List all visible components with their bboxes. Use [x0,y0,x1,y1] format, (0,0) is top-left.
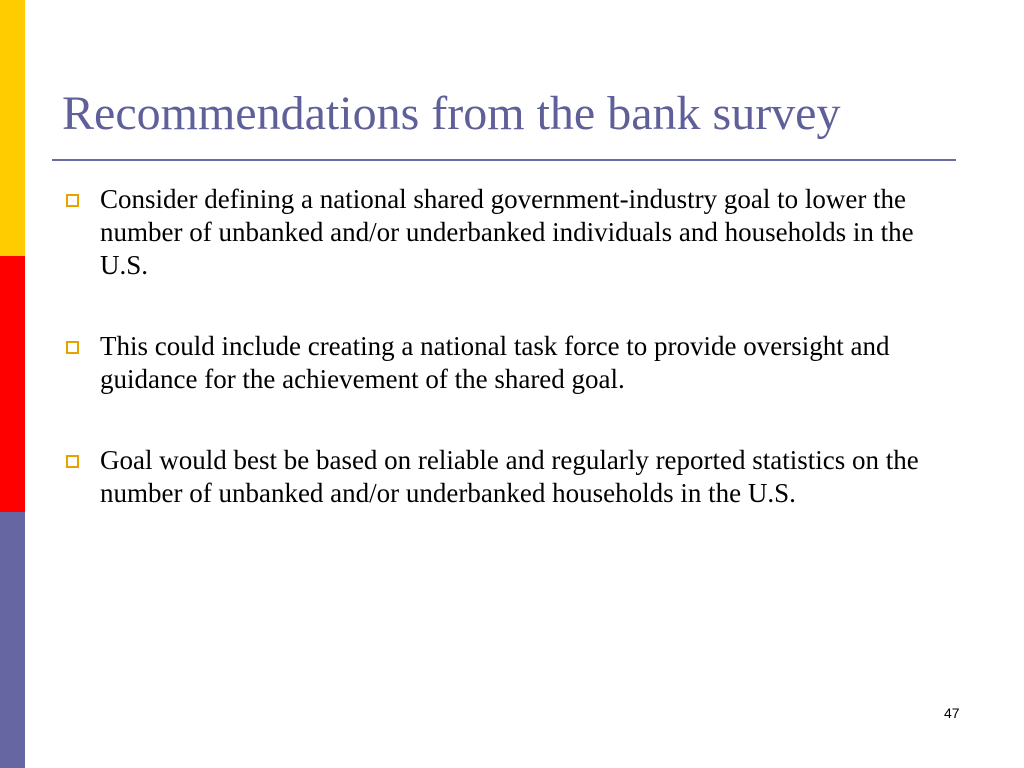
square-bullet-icon [66,455,79,468]
square-bullet-icon [66,194,79,207]
slide-title: Recommendations from the bank survey [62,87,841,140]
bullet-text: This could include creating a national task force to provide oversight and guidance for the achievement of the shared goal. [100,331,890,394]
bullet-text: Consider defining a national shared government-industry goal to lower the number of unbanked and/or underbanked individuals and households in the U.S. [100,184,914,280]
bullet-item [66,330,966,396]
side-bar-purple-segment [0,512,25,768]
side-bar-red-segment [0,256,25,512]
side-bar-yellow-segment [0,0,25,256]
page-number: 47 [944,705,960,721]
side-color-bar [0,0,25,768]
bullet-text: Goal would best be based on reliable and regularly reported statistics on the number of unbanked and/or underbanked households in the U.S. [100,445,919,508]
bullet-item [66,444,966,510]
square-bullet-icon [66,341,79,354]
bullet-list [66,183,966,558]
title-underline-divider [52,159,956,161]
bullet-item [66,183,966,282]
